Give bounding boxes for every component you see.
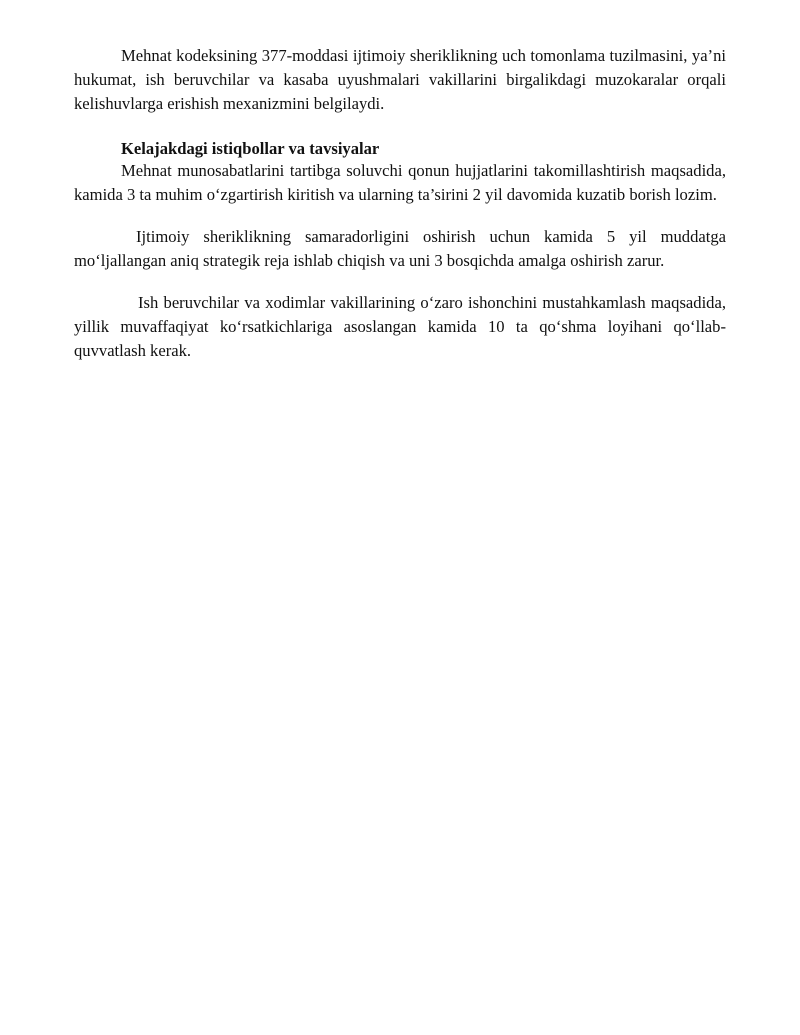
section-heading: Kelajakdagi istiqbollar va tavsiyalar [121, 139, 380, 158]
paragraph-strategy: Ijtimoiy sheriklikning samaradorligini oshirish uchun kamida 5 yil muddatga mo‘ljallangan aniq strategik reja ishlab chiqish va uni 3 bosqichda amalga oshirish zarur. [74, 227, 726, 270]
paragraph-joint-projects: Ish beruvchilar va xodimlar vakillarining o‘zaro ishonchini mustahkamlash maqsadida, yillik muvaffaqiyat ko‘rsatkichlariga asoslangan kamida 10 ta qo‘shma loyihani qo‘llab-quvvatlash kerak. [74, 293, 726, 360]
paragraph-legislation: Mehnat munosabatlarini tartibga soluvchi qonun hujjatlarini takomillashtirish maqsadida, kamida 3 ta muhim o‘zgartirish kiritish va ularning ta’sirini 2 yil davomida kuzatib borish lozim. [74, 161, 726, 204]
document-body [74, 44, 726, 363]
paragraph-article-377: Mehnat kodeksining 377-moddasi ijtimoiy sheriklikning uch tomonlama tuzilmasini, ya’ni hukumat, ish beruvchilar va kasaba uyushmalari vakillarini birgalikdagi muzokaralar orqali kelishuvlarga erishish mexanizmini belgilaydi. [74, 46, 726, 113]
